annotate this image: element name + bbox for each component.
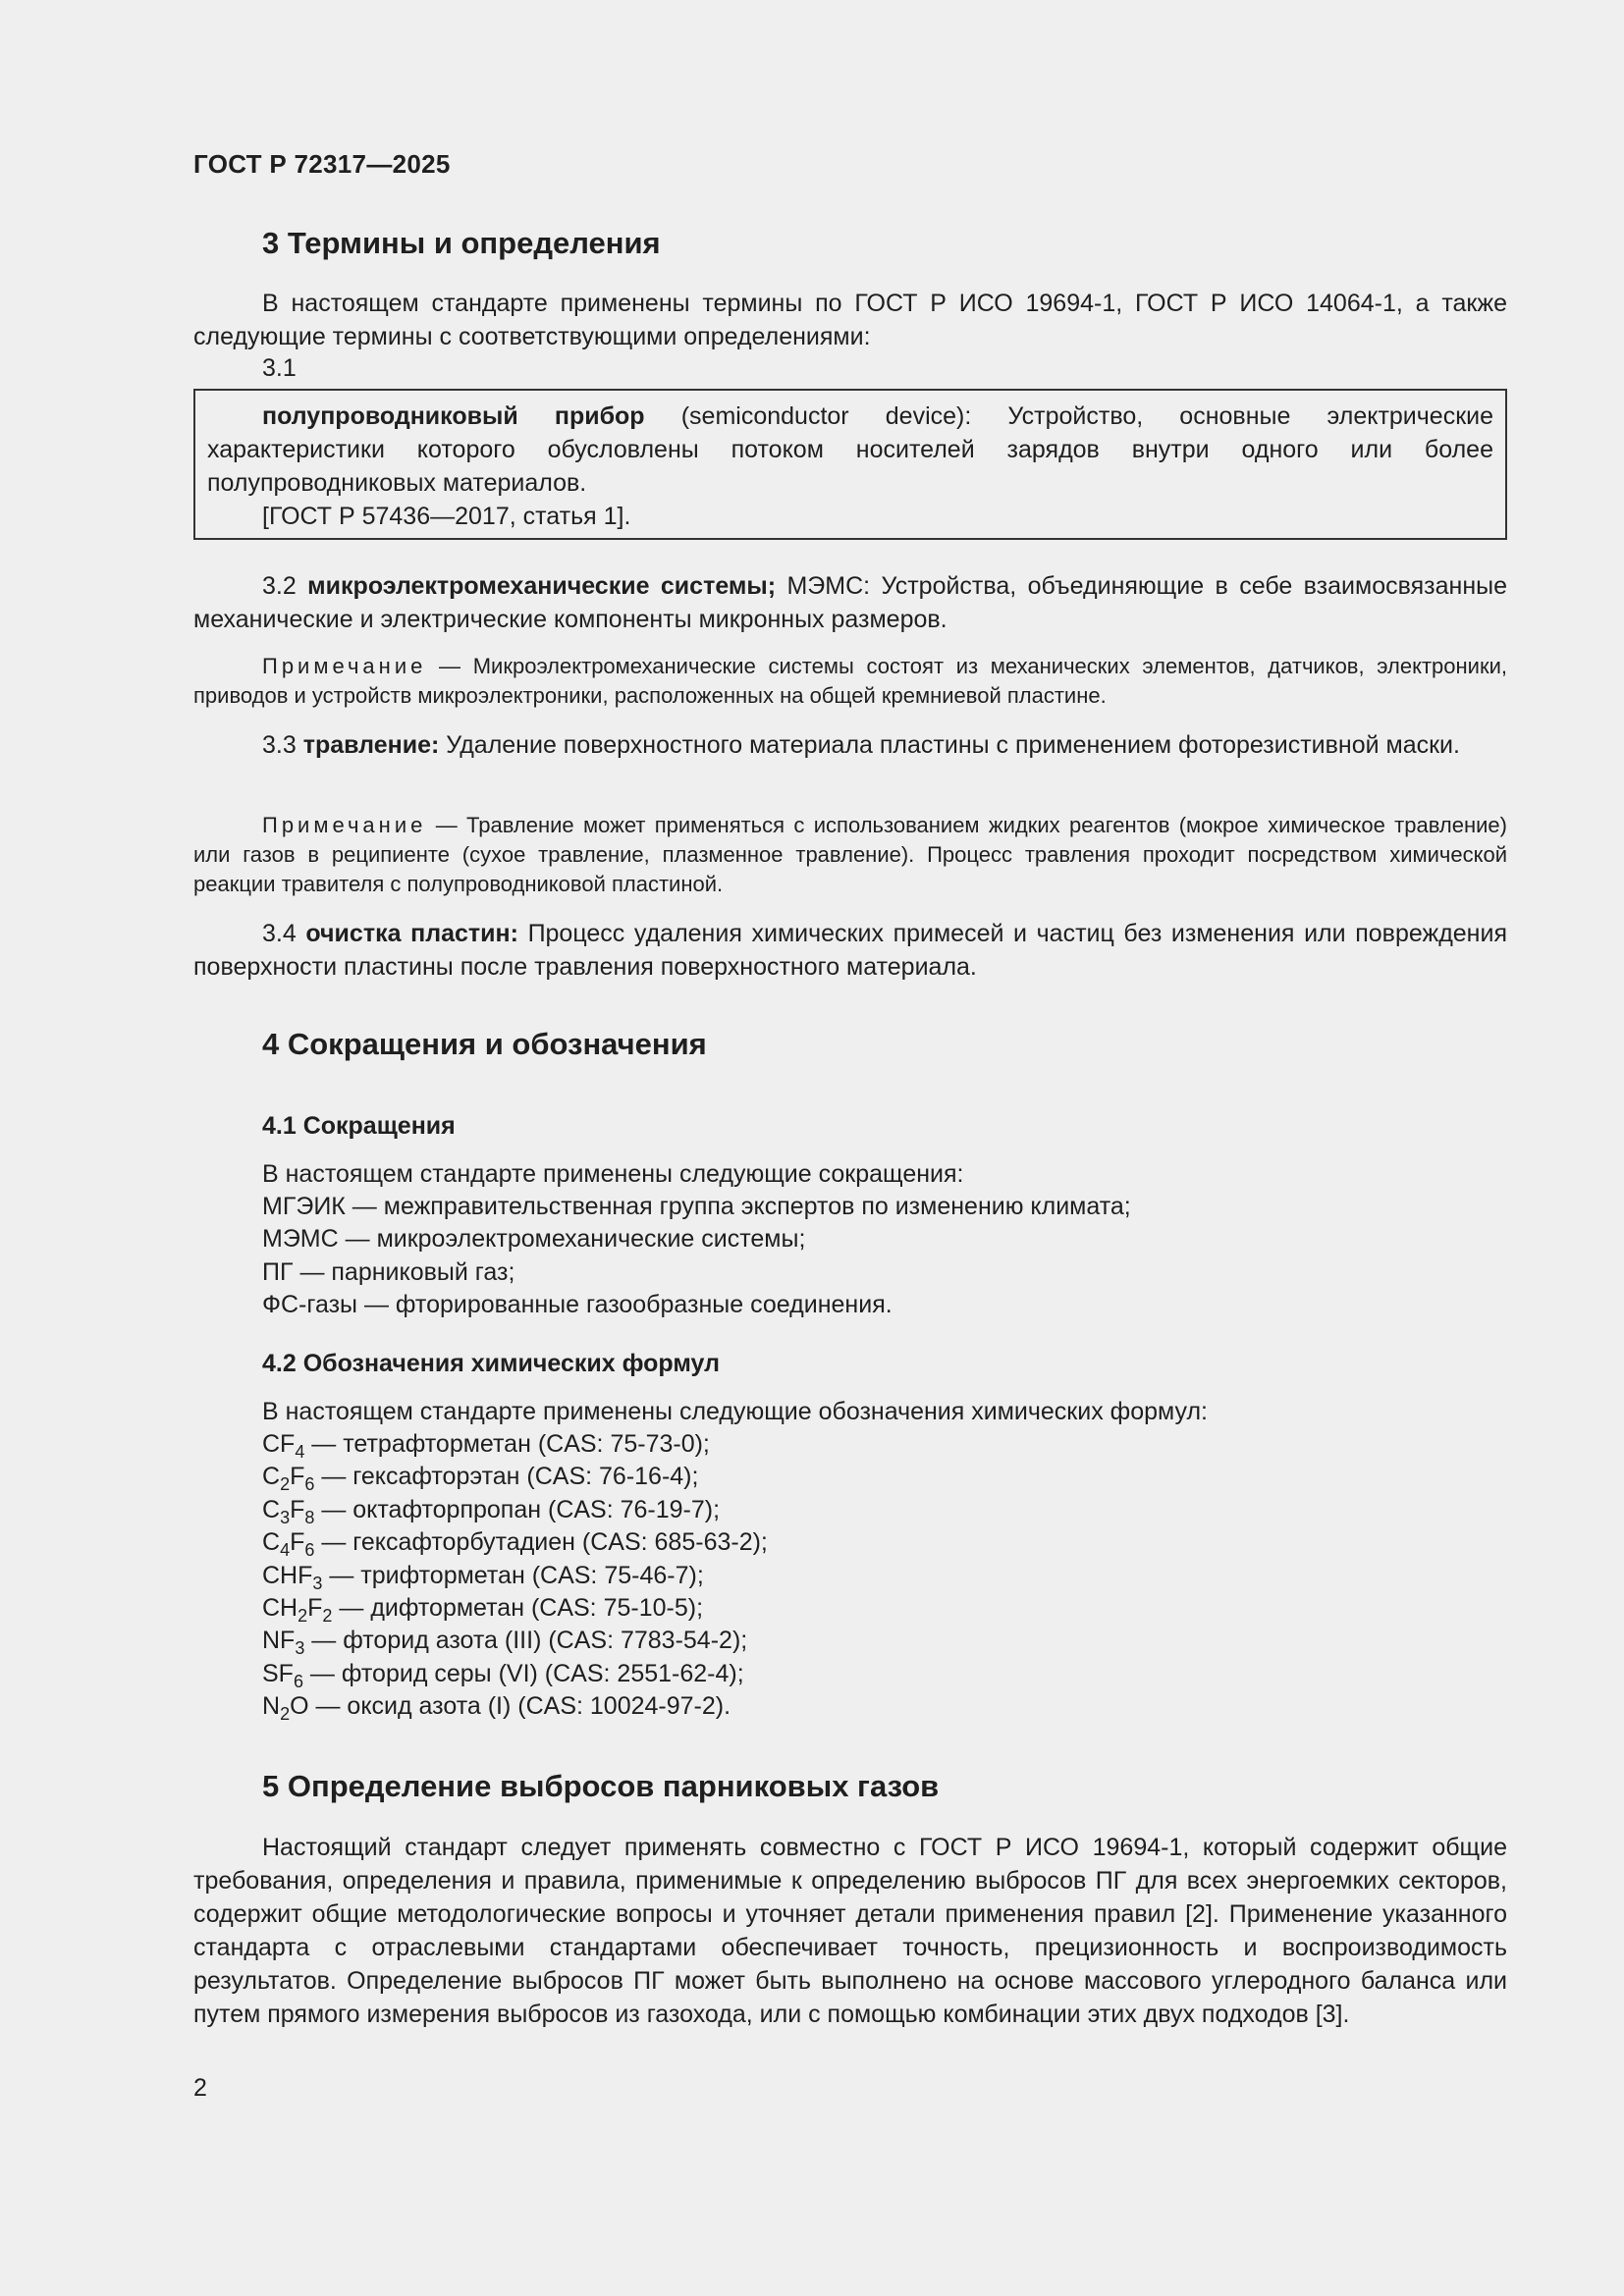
list-item: МЭМС — микроэлектромеханические системы;: [262, 1225, 806, 1254]
term-3-2-number: 3.2: [262, 572, 308, 600]
formula-description: — октафторпропан (CAS: 76-19-7);: [314, 1495, 721, 1523]
term-3-2-note: [193, 652, 1507, 711]
formula-subscript: 2: [280, 1474, 291, 1495]
formula-subscript: 6: [293, 1671, 303, 1691]
section-4-title: 4 Сокращения и обозначения: [262, 1027, 707, 1061]
term-3-3-term: травление:: [302, 731, 440, 759]
abbreviations-list: [262, 1191, 1507, 1322]
section-5-text: Настоящий стандарт следует применять совместно с ГОСТ Р ИСО 19694-1, который содержит общие требования, определения и правила, применимые к определению выбросов ПГ для всех энергоемких секторов, содержит общие методологические вопросы и уточняет детали применения правил [2]. Применение указанного стандарта с отраслевыми стандартами обеспечивает точность, прецизионность и воспроизводимость результатов. Определение выбросов ПГ может быть выполнено на основе массового углеродного баланса или путем прямого измерения выбросов из газохода, или с помощью комбинации этих двух подходов [3].: [193, 1834, 1507, 2028]
section-3-title: 3 Термины и определения: [262, 226, 661, 260]
term-3-3: [193, 728, 1507, 762]
term-3-2-note-text: — Микроэлектромеханические системы состоят из механических элементов, датчиков, электроники, приводов и устройств микроэлектроники, расположенных на общей кремниевой пластине.: [193, 654, 1507, 708]
formula-subscript: 6: [304, 1474, 315, 1495]
term-3-2-text: МЭМС: Устройства, объединяющие в себе взаимосвязанные механические и электрические компоненты микронных размеров.: [193, 572, 1507, 633]
term-3-1-definition: [207, 400, 1493, 500]
term-3-1-text: (semiconductor device): Устройство, основные электрические характеристики которого обусловлены потоком носителей зарядов внутри одного или более полупроводниковых материалов.: [207, 402, 1493, 497]
list-item: [262, 1428, 1507, 1461]
term-3-4-text: Процесс удаления химических примесей и частиц без изменения или повреждения поверхности пластины после травления поверхностного материала.: [193, 920, 1507, 981]
formula-subscript: 4: [295, 1442, 305, 1462]
term-3-2-note-label: Примечание: [262, 654, 427, 678]
formulas-list: [262, 1428, 1507, 1724]
term-3-1-box: [193, 389, 1507, 540]
formula-description: — гексафторэтан (CAS: 76-16-4);: [314, 1463, 699, 1491]
formula-description: — фторид азота (III) (CAS: 7783-54-2);: [304, 1627, 748, 1655]
formulas-intro: В настоящем стандарте применены следующие обозначения химических формул:: [262, 1398, 1208, 1425]
list-item: [262, 1592, 1507, 1625]
list-item: ФС-газы — фторированные газообразные соединения.: [262, 1291, 893, 1319]
term-3-4-number: 3.4: [262, 920, 306, 947]
formula-part: O: [290, 1692, 309, 1721]
section-5-title: 5 Определение выбросов парниковых газов: [262, 1769, 940, 1803]
formula-subscript: 6: [304, 1540, 315, 1561]
section-3-intro: В настоящем стандарте применены термины по ГОСТ Р ИСО 19694-1, ГОСТ Р ИСО 14064-1, а также следующие термины с соответствующими определениями:: [193, 290, 1507, 350]
formula-part: C: [262, 1463, 281, 1491]
term-3-3-note-text: — Травление может применяться с использованием жидких реагентов (мокрое химическое травление) или газов в реципиенте (сухое травление, плазменное травление). Процесс травления проходит посредством химической реакции травителя с полупроводниковой пластиной.: [193, 813, 1507, 896]
list-item: ПГ — парниковый газ;: [262, 1257, 515, 1286]
term-3-3-number: 3.3: [262, 731, 303, 759]
list-item: [262, 1494, 1507, 1526]
formula-subscript: 3: [280, 1507, 291, 1527]
formula-part: C: [262, 1495, 281, 1523]
formula-part: C: [262, 1528, 281, 1557]
formula-description: — трифторметан (CAS: 75-46-7);: [322, 1561, 704, 1589]
term-3-3-note-label: Примечание: [262, 813, 427, 837]
formulas-block: [262, 1395, 1507, 1724]
formula-subscript: 3: [312, 1573, 323, 1593]
formula-subscript: 2: [298, 1606, 308, 1627]
formula-subscript: 8: [304, 1507, 315, 1527]
term-3-1-number: 3.1: [262, 354, 297, 382]
formula-part: CHF: [262, 1561, 313, 1589]
formula-subscript: 3: [295, 1638, 305, 1659]
page-number: 2: [193, 2074, 207, 2102]
formula-part: SF: [262, 1659, 294, 1687]
list-item: [262, 1658, 1507, 1690]
term-3-4: [193, 917, 1507, 984]
formula-description: — гексафторбутадиен (CAS: 685-63-2);: [314, 1528, 768, 1557]
section-4-1-title: 4.1 Сокращения: [262, 1112, 456, 1140]
formula-part: F: [307, 1594, 323, 1623]
section-4-2-title: 4.2 Обозначения химических формул: [262, 1350, 720, 1377]
term-3-4-term: очистка пластин:: [305, 920, 518, 947]
list-item: [262, 1526, 1507, 1559]
abbreviations-block: [262, 1157, 1507, 1322]
document-header: ГОСТ Р 72317—2025: [193, 149, 451, 179]
formula-part: CH: [262, 1594, 298, 1623]
formula-part: CF: [262, 1430, 296, 1458]
formula-subscript: 2: [280, 1704, 291, 1725]
term-3-1-source: [ГОСТ Р 57436—2017, статья 1].: [262, 503, 631, 530]
formula-part: N: [262, 1692, 281, 1721]
formula-subscript: 2: [322, 1606, 333, 1627]
formula-subscript: 4: [280, 1540, 291, 1561]
formula-part: F: [290, 1495, 305, 1523]
list-item: МГЭИК — межправительственная группа экспертов по изменению климата;: [262, 1193, 1131, 1220]
term-3-2: [193, 569, 1507, 636]
formula-description: — тетрафторметан (CAS: 75-73-0);: [304, 1430, 710, 1458]
abbreviations-intro: В настоящем стандарте применены следующие сокращения:: [262, 1160, 964, 1188]
formula-part: NF: [262, 1627, 296, 1655]
formula-part: F: [290, 1528, 305, 1557]
term-3-2-term: микроэлектромеханические системы;: [307, 572, 777, 600]
formula-description: — дифторметан (CAS: 75-10-5);: [332, 1594, 704, 1623]
list-item: [262, 1690, 1507, 1723]
formula-description: — оксид азота (I) (CAS: 10024-97-2).: [308, 1692, 731, 1721]
formula-part: F: [290, 1463, 305, 1491]
list-item: [262, 1625, 1507, 1657]
term-3-3-note: [193, 811, 1507, 899]
term-3-1-term: полупроводниковый прибор: [262, 402, 645, 430]
list-item: [262, 1461, 1507, 1493]
term-3-3-text: Удаление поверхностного материала пластины с применением фоторезистивной маски.: [439, 731, 1460, 759]
formula-description: — фторид серы (VI) (CAS: 2551-62-4);: [302, 1659, 744, 1687]
list-item: [262, 1560, 1507, 1592]
